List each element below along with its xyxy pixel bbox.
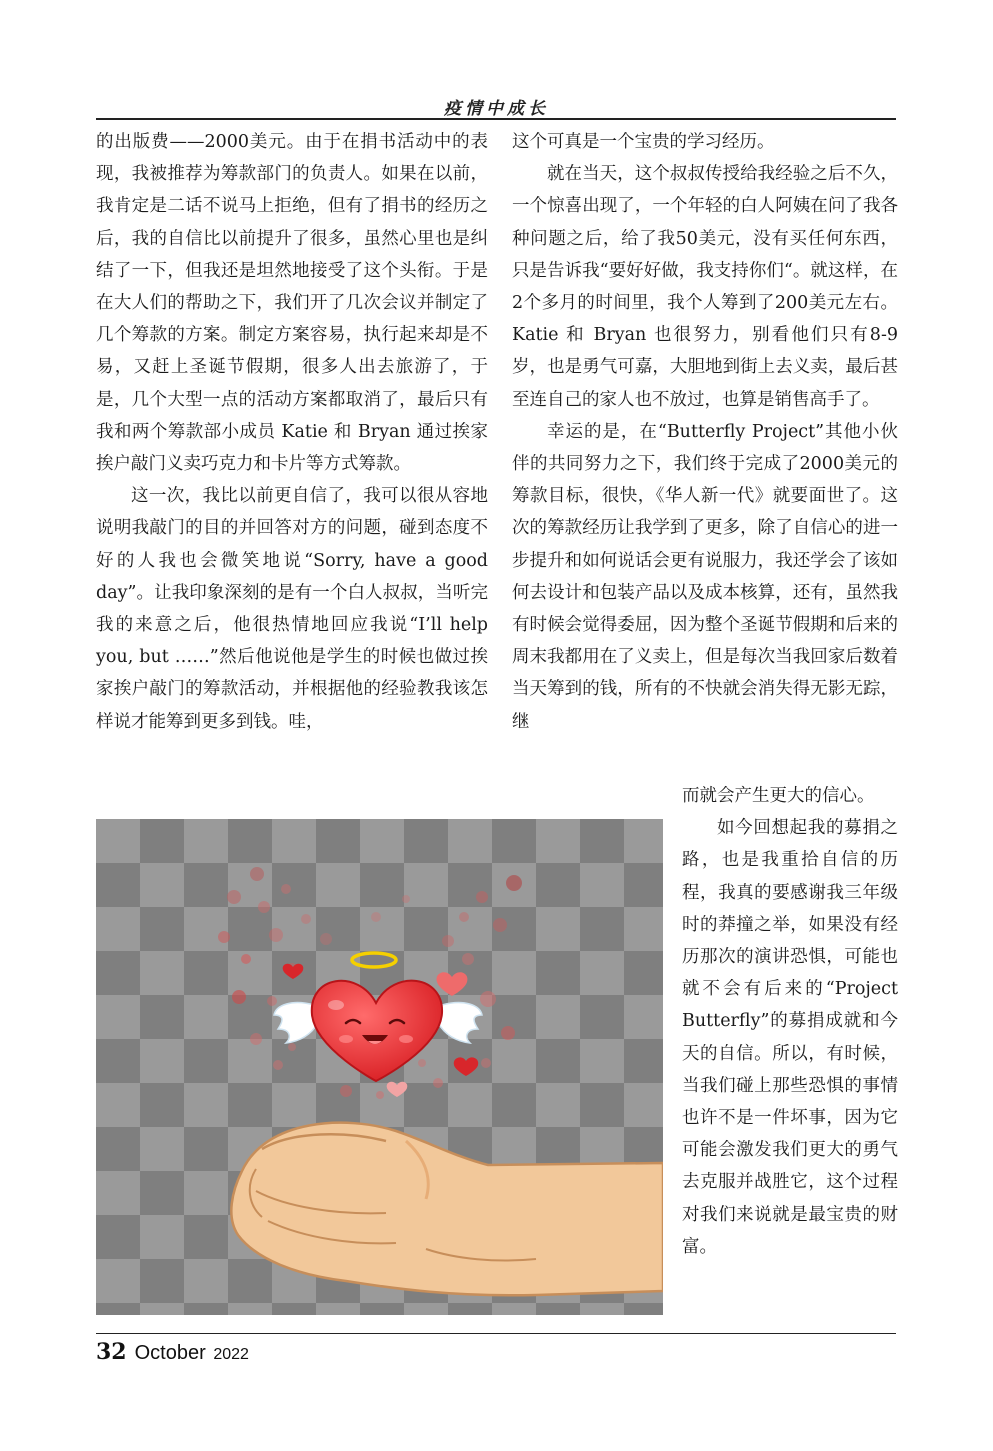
header-title: 疫情中成长 bbox=[444, 99, 549, 119]
paragraph: 幸运的是，在“Butterfly Project”其他小伙伴的共同努力之下，我们终于完成了2000美元的筹款目标，很快，《华人新一代》就要面世了。这次的筹款经历让我学到了更多，除了自信心的进一步提升和如何说话会更有说服力，我还学会了该如何去设计和包装产品以及成本核算，还有，虽然我有时候会觉得委屈，因为整个圣诞节假期和后来的周末我都用在了义卖上，但是每次当我回家后数着当天筹到的钱，所有的不快就会消失得无影无踪，继 bbox=[512, 421, 898, 732]
article-column-narrow bbox=[682, 780, 898, 1263]
paragraph: 这一次，我比以前更自信了，我可以很从容地说明我敲门的目的并回答对方的问题，碰到态度不好的人我也会微笑地说“Sorry, have a good day”。让我印象深刻的是有一个白人叔叔，当听完我的来意之后，他很热情地回应我说“I’ll help you, but ……”然后他说他是学生的时候也做过挨家挨户敲门的筹款活动，并根据他的经验教我该怎样说才能筹到更多到钱。哇， bbox=[96, 486, 488, 732]
paragraph: 这个可真是一个宝贵的学习经历。 bbox=[512, 132, 775, 152]
paragraph: 如今回想起我的募捐之路，也是我重拾自信的历程，我真的要感谢我三年级时的莽撞之举，如果没有经历那次的演讲恐惧，可能也就不会有后来的“Project Butterfly”的募捐成就和今天的自信。所以，有时候，当我们碰上那些恐惧的事情也许不是一件坏事，因为它可能会激发我们更大的勇气去克服并战胜它，这个过程对我们来说就是最宝贵的财富。 bbox=[682, 818, 898, 1257]
page-number: 32 bbox=[96, 1339, 127, 1365]
page-footer bbox=[96, 1339, 249, 1365]
angel-heart-illustration bbox=[96, 819, 663, 1315]
paragraph: 而就会产生更大的信心。 bbox=[682, 786, 875, 806]
paragraph: 的出版费——2000美元。由于在捐书活动中的表现，我被推荐为筹款部门的负责人。如果在以前，我肯定是二话不说马上拒绝，但有了捐书的经历之后，我的自信比以前提升了很多，虽然心里也是纠结了一下，但我还是坦然地接受了这个头衔。于是在大人们的帮助之下，我们开了几次会议并制定了几个筹款的方案。制定方案容易，执行起来却是不易，又赶上圣诞节假期，很多人出去旅游了，于是，几个大型一点的活动方案都取消了，最后只有我和两个筹款部小成员 Katie 和 Bryan 通过挨家挨户敲门义卖巧克力和卡片等方式筹款。 bbox=[96, 132, 488, 475]
issue-month: October bbox=[134, 1342, 206, 1364]
paragraph: 就在当天，这个叔叔传授给我经验之后不久，一个惊喜出现了，一个年轻的白人阿姨在问了我各种问题之后，给了我50美元，没有买任何东西，只是告诉我“要好好做，我支持你们“。就这样，在2个多月的时间里，我个人筹到了200美元左右。Katie 和 Bryan 也很努力，别看他们只有8-9岁，也是勇气可嘉，大胆地到街上去义卖，最后甚至连自己的家人也不放过，也算是销售高手了。 bbox=[512, 164, 898, 410]
article-column-left bbox=[96, 126, 488, 738]
article-column-right bbox=[512, 126, 898, 738]
footer-rule bbox=[96, 1333, 896, 1334]
header-rule bbox=[96, 118, 896, 120]
issue-year: 2022 bbox=[213, 1346, 249, 1363]
